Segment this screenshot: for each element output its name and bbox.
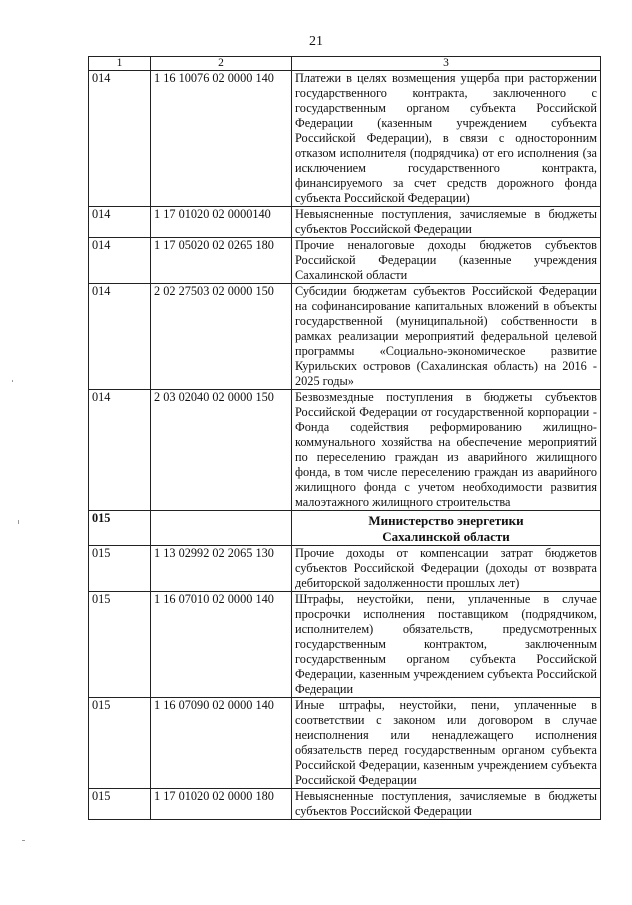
table-row: [89, 238, 601, 284]
admin-code-cell: 015: [89, 698, 151, 789]
description-cell: Платежи в целях возмещения ущерба при расторжении государственного контракта, заключенного с государственным органом субъекта Российской Федерации (казенным учреждением субъекта Российской Федерации), в связи с односторонним отказом исполнителя (подрядчика) от его исполнения (за исключением государственного контракта, финансируемого за счет средств дорожного фонда субъекта Российской Федерации): [292, 71, 601, 207]
revenue-code-cell: 2 03 02040 02 0000 150: [151, 390, 292, 511]
column-header-2: 2: [151, 57, 292, 71]
revenue-code-cell: 1 13 02992 02 2065 130: [151, 546, 292, 592]
scan-mark: [22, 840, 25, 841]
column-header-1: 1: [89, 57, 151, 71]
table-row: [89, 592, 601, 698]
description-cell: Прочие доходы от компенсации затрат бюджетов субъектов Российской Федерации (доходы от возврата дебиторской задолженности прошлых лет): [292, 546, 601, 592]
admin-code-cell: 014: [89, 390, 151, 511]
table-header-row: [89, 57, 601, 71]
admin-code-cell: 015: [89, 592, 151, 698]
ministry-heading-line1: Министерство энергетики: [368, 513, 524, 528]
page-number: 21: [309, 34, 323, 49]
revenue-code-cell: 2 02 27503 02 0000 150: [151, 284, 292, 390]
scan-mark: [18, 520, 19, 524]
admin-code-cell: 015: [89, 789, 151, 820]
table-row: [89, 207, 601, 238]
table-row: [89, 546, 601, 592]
ministry-heading-line2: Сахалинской области: [382, 529, 510, 544]
table-row: [89, 284, 601, 390]
admin-code-cell: 014: [89, 284, 151, 390]
admin-code-cell: 015: [89, 546, 151, 592]
table-row: [89, 698, 601, 789]
admin-code-cell: 014: [89, 238, 151, 284]
admin-code-cell: 014: [89, 71, 151, 207]
table-row: [89, 71, 601, 207]
revenue-code-cell: [151, 511, 292, 546]
table-row: [89, 390, 601, 511]
description-cell: Невыясненные поступления, зачисляемые в бюджеты субъектов Российской Федерации: [292, 789, 601, 820]
description-cell: Штрафы, неустойки, пени, уплаченные в случае просрочки исполнения поставщиком (подрядчиком, исполнителем) обязательств, предусмотренных государственным контрактом, заключенным государственным органом субъекта Российской Федерации, казенным учреждением субъекта Российской Федерации: [292, 592, 601, 698]
scan-mark: [12, 380, 13, 382]
revenue-code-cell: 1 17 01020 02 0000 180: [151, 789, 292, 820]
revenue-code-cell: 1 16 07090 02 0000 140: [151, 698, 292, 789]
description-cell: Безвозмездные поступления в бюджеты субъектов Российской Федерации от государственной корпорации - Фонда содействия реформированию жилищно-коммунального хозяйства на обеспечение мероприятий по переселению граждан из аварийного жилищного фонда, в том числе переселению граждан из аварийного жилищного фонда с учетом необходимости развития малоэтажного жилищного строительства: [292, 390, 601, 511]
admin-code-cell: 015: [89, 511, 151, 546]
revenue-code-cell: 1 16 10076 02 0000 140: [151, 71, 292, 207]
table-row: [89, 789, 601, 820]
description-cell: Невыясненные поступления, зачисляемые в бюджеты субъектов Российской Федерации: [292, 207, 601, 238]
ministry-heading: [292, 511, 601, 546]
description-cell: Субсидии бюджетам субъектов Российской Федерации на софинансирование капитальных вложений в объекты государственной (муниципальной) собственности в рамках реализации мероприятий федеральной целевой программы «Социально-экономическое развитие Курильских островов (Сахалинская область) на 2016 - 2025 годы»: [292, 284, 601, 390]
description-cell: Прочие неналоговые доходы бюджетов субъектов Российской Федерации (казенные учреждения Сахалинской области: [292, 238, 601, 284]
column-header-3: 3: [292, 57, 601, 71]
revenue-code-cell: 1 17 05020 02 0265 180: [151, 238, 292, 284]
revenue-codes-table: [88, 56, 601, 820]
revenue-code-cell: 1 16 07010 02 0000 140: [151, 592, 292, 698]
section-heading-row: [89, 511, 601, 546]
admin-code-cell: 014: [89, 207, 151, 238]
description-cell: Иные штрафы, неустойки, пени, уплаченные в соответствии с законом или договором в случае неисполнения или ненадлежащего исполнения обязательств перед государственным органом субъекта Российской Федерации, казенным учреждением субъекта Российской Федерации: [292, 698, 601, 789]
revenue-code-cell: 1 17 01020 02 0000140: [151, 207, 292, 238]
